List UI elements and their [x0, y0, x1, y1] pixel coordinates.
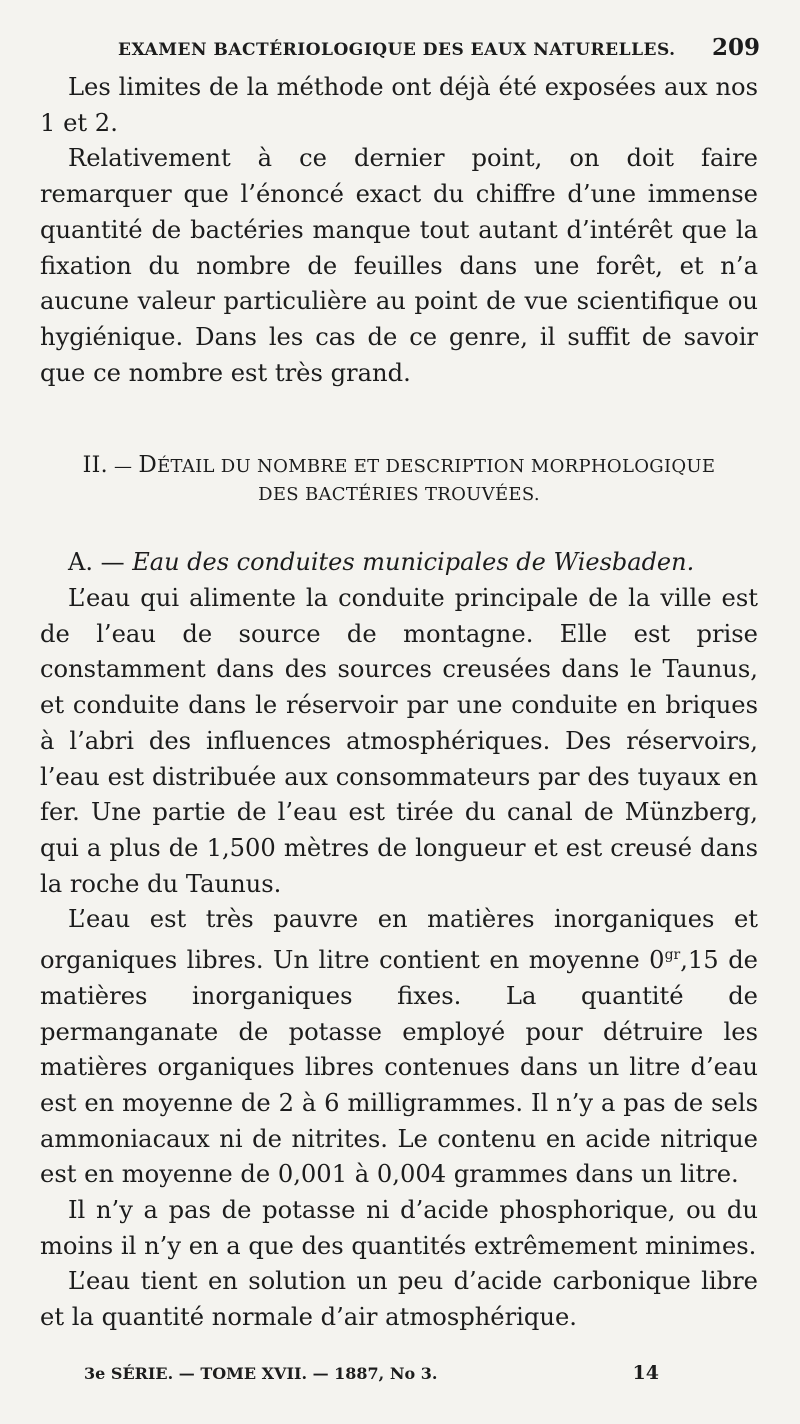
- paragraph-water-source: L’eau qui alimente la conduite principale de la ville est de l’eau de source de montagne. Elle est prise constamment dans des sources creusées dans le Taunus, et conduite dans le réservoir par une conduite en briques à l’abri des influences atmosphériques. Des réservoirs, l’eau est distribuée aux consommateurs par des tuyaux en fer. Une partie de l’eau est tirée du canal de Münzberg, qui a plus de 1,500 mètres de longueur et est creusé dans la roche du Taunus.: [40, 584, 758, 898]
- signature-mark: 14: [632, 1362, 659, 1384]
- section-title-line1: ÉTAIL DU NOMBRE ET DESCRIPTION MORPHOLOGIQUE: [157, 456, 716, 478]
- page-header: [118, 34, 760, 61]
- paragraph-carbonic-acid: L’eau tient en solution un peu d’acide carbonique libre et la quantité normale d’air atmosphérique.: [40, 1267, 758, 1332]
- section-heading: [40, 451, 758, 509]
- composition-text-b: ,15 de matières inorganiques fixes. La quantité de permanganate de potasse employé pour détruire les matières organiques libres contenues dans un litre d’eau est en moyenne de 2 à 6 milligrammes. Il n’y a pas de sels ammoniacaux ni de nitrites. Le contenu en acide nitrique est en moyenne de 0,001 à 0,004 grammes dans un litre.: [40, 946, 758, 1189]
- section-title-capital: D: [138, 452, 158, 479]
- page-footer: [84, 1362, 659, 1384]
- body-text: [40, 70, 758, 1336]
- subsection-title: Eau des conduites municipales de Wiesbaden.: [132, 548, 695, 577]
- paragraph-limits: Les limites de la méthode ont déjà été exposées aux nos 1 et 2.: [40, 73, 758, 137]
- paragraph-bacteria-count: Relativement à ce dernier point, on doit faire remarquer que l’énoncé exact du chiffre d’une immense quantité de bactéries manque tout autant d’intérêt que la fixation du nombre de feuilles dans une forêt, et n’a aucune valeur particulière au point de vue scientifique ou hygiénique. Dans les cas de ce genre, il suffit de savoir que ce nombre est très grand.: [40, 144, 758, 387]
- grams-superscript: gr: [664, 947, 681, 964]
- paragraph-potash: Il n’y a pas de potasse ni d’acide phosphorique, ou du moins il n’y en a que des quantités extrêmement minimes.: [40, 1196, 758, 1260]
- section-dash: —: [113, 456, 133, 478]
- running-head: EXAMEN BACTÉRIOLOGIQUE DES EAUX NATURELLES.: [118, 40, 676, 60]
- subsection-heading: [40, 545, 758, 581]
- composition-text-a: L’eau est très pauvre en matières inorganiques et organiques libres. Un litre contient en moyenne 0: [40, 905, 758, 975]
- series-info: 3e SÉRIE. — TOME XVII. — 1887, No 3.: [84, 1364, 438, 1383]
- paragraph-composition: [40, 902, 758, 1193]
- section-numeral: II.: [82, 453, 108, 479]
- page-number: 209: [711, 34, 760, 61]
- section-title-line2: DES BACTÉRIES TROUVÉES.: [258, 484, 540, 506]
- subsection-letter: A. —: [68, 548, 125, 577]
